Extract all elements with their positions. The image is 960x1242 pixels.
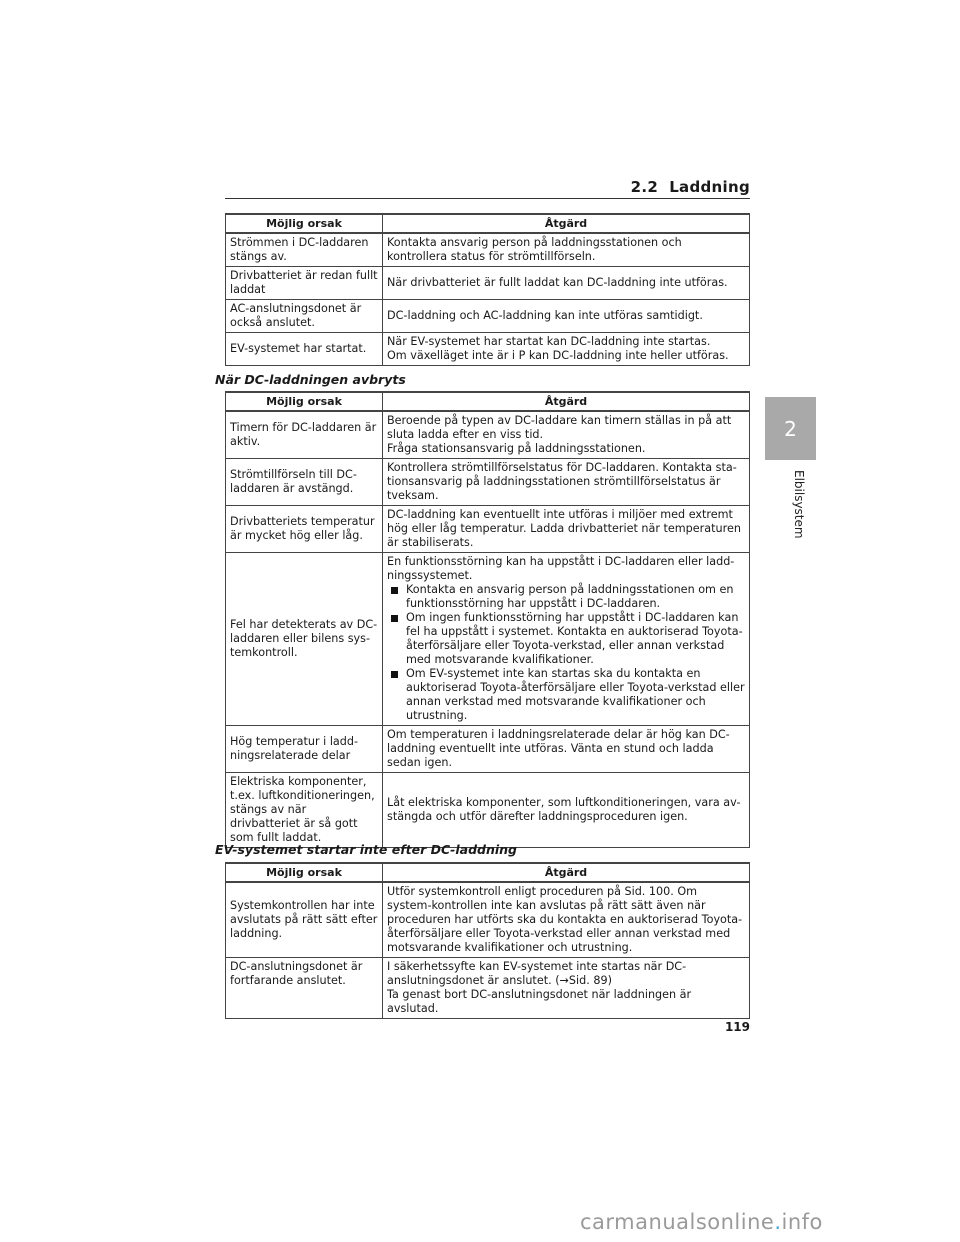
table-row <box>226 726 750 773</box>
action-cell <box>383 333 750 366</box>
table-header-row <box>226 863 750 882</box>
action-cell: Kontakta ansvarig person på laddningsstationen och kontrollera status för strömtillförseln. <box>383 233 750 267</box>
action-cell <box>383 411 750 459</box>
table-row <box>226 300 750 333</box>
cause-cell: EV-systemet har startat. <box>226 333 383 366</box>
section-heading-no-start: EV-systemet startar inte efter DC-laddning <box>215 842 518 857</box>
action-cell <box>383 553 750 726</box>
action-cell: När drivbatteriet är fullt laddat kan DC-laddning inte utföras. <box>383 267 750 300</box>
table-row <box>226 773 750 848</box>
column-header-cause: Möjlig orsak <box>226 214 383 233</box>
table-row <box>226 506 750 553</box>
bullet-item <box>387 667 745 723</box>
cause-cell: Timern för DC-laddaren är aktiv. <box>226 411 383 459</box>
table-row <box>226 459 750 506</box>
column-header-action: Åtgärd <box>383 214 750 233</box>
column-header-action: Åtgärd <box>383 392 750 411</box>
cause-cell: Strömmen i DC-laddaren stängs av. <box>226 233 383 267</box>
table-row <box>226 958 750 1019</box>
cause-cell: DC-anslutningsdonet är fortfarande anslutet. <box>226 958 383 1019</box>
bullet-item <box>387 611 745 667</box>
action-line: Ta genast bort DC-anslutningsdonet när laddningen är avslutad. <box>387 988 692 1015</box>
cause-cell: AC-anslutningsdonet är också anslutet. <box>226 300 383 333</box>
bullet-square-icon <box>391 615 398 622</box>
action-line: Om växelläget inte är i P kan DC-laddning inte heller utföras. <box>387 349 729 362</box>
action-line: När EV-systemet har startat kan DC-laddning inte startas. <box>387 335 711 348</box>
cause-cell: Hög temperatur i ladd-ningsrelaterade delar <box>226 726 383 773</box>
header-divider <box>225 198 750 199</box>
column-header-cause: Möjlig orsak <box>226 863 383 882</box>
bullet-item <box>387 583 745 611</box>
cause-cell: Fel har detekterats av DC-laddaren eller bilens sys-temkontroll. <box>226 553 383 726</box>
table-header-row <box>226 392 750 411</box>
bullet-square-icon <box>391 671 398 678</box>
action-cell: Låt elektriska komponenter, som luftkonditioneringen, vara av-stängda och utför därefter laddningsproceduren igen. <box>383 773 750 848</box>
cause-cell: Elektriska komponenter, t.ex. luftkonditioneringen, stängs av när drivbatteriet är så gott som fullt laddat. <box>226 773 383 848</box>
action-cell: Kontrollera strömtillförselstatus för DC-laddaren. Kontakta sta-tionsansvarig på laddningsstationen strömtillförselstatus är tveksam. <box>383 459 750 506</box>
table-row <box>226 553 750 726</box>
watermark-suffix: info <box>781 1210 823 1234</box>
column-header-action: Åtgärd <box>383 863 750 882</box>
action-cell: DC-laddning och AC-laddning kan inte utföras samtidigt. <box>383 300 750 333</box>
bullet-text: Om EV-systemet inte kan startas ska du kontakta en auktoriserad Toyota-återförsäljare eller Toyota-verkstad eller annan verkstad med motsvarande kvalifikationer och utrustning. <box>406 667 745 722</box>
cause-cell: Strömtillförseln till DC-laddaren är avstängd. <box>226 459 383 506</box>
chapter-number: 2 <box>784 416 797 441</box>
watermark <box>580 1210 823 1234</box>
cause-cell: Drivbatteriets temperatur är mycket hög eller låg. <box>226 506 383 553</box>
action-cell: Utför systemkontroll enligt proceduren på Sid. 100. Om system-kontrollen inte kan avslutas på rätt sätt även när proceduren har utförts ska du kontakta en auktoriserad Toyota-återförsäljare eller Toyota-verkstad eller annan verkstad med motsvarande kvalifikationer och utrustning. <box>383 882 750 958</box>
table-row <box>226 267 750 300</box>
bullet-text: Kontakta en ansvarig person på laddningsstationen om en funktionsstörning har uppstått i DC-laddaren. <box>406 583 734 610</box>
cause-cell: Drivbatteriet är redan fullt laddat <box>226 267 383 300</box>
action-cell <box>383 958 750 1019</box>
chapter-label: Elbilsystem <box>792 470 806 539</box>
bullet-square-icon <box>391 587 398 594</box>
watermark-dot: . <box>774 1210 782 1234</box>
section-number: 2.2 <box>630 178 659 196</box>
table-row <box>226 233 750 267</box>
watermark-text: carmanualsonline <box>580 1210 775 1234</box>
charging-start-table <box>225 213 750 366</box>
action-line: Beroende på typen av DC-laddare kan timern ställas in på att sluta ladda efter en viss tid. <box>387 414 732 441</box>
table-row <box>226 333 750 366</box>
bullet-text: Om ingen funktionsstörning har uppstått i DC-laddaren kan fel ha uppstått i systemet. Kontakta en auktoriserad Toyota-återförsäljare eller Toyota-verkstad, eller annan verkstad med motsvarande kvalifikationer. <box>406 611 743 666</box>
ev-no-start-table <box>225 862 750 1019</box>
section-title: Laddning <box>669 178 750 196</box>
section-heading-interrupted: När DC-laddningen avbryts <box>215 372 406 387</box>
table-row <box>226 411 750 459</box>
page-number: 119 <box>724 1020 750 1034</box>
chapter-tab <box>765 397 816 460</box>
action-cell: DC-laddning kan eventuellt inte utföras i miljöer med extremt hög eller låg temperatur. Ladda drivbatteriet när temperaturen är stabiliserats. <box>383 506 750 553</box>
table-header-row <box>226 214 750 233</box>
charging-interrupted-table <box>225 391 750 848</box>
action-cell: Om temperaturen i laddningsrelaterade delar är hög kan DC-laddning eventuellt inte utföras. Vänta en stund och ladda sedan igen. <box>383 726 750 773</box>
action-line: I säkerhetssyfte kan EV-systemet inte startas när DC-anslutningsdonet är anslutet. (→Sid. 89) <box>387 960 687 987</box>
action-intro: En funktionsstörning kan ha uppstått i DC-laddaren eller ladd-ningssystemet. <box>387 555 735 582</box>
section-header <box>631 178 750 196</box>
cause-cell: Systemkontrollen har inte avslutats på rätt sätt efter laddning. <box>226 882 383 958</box>
action-line: Fråga stationsansvarig på laddningsstationen. <box>387 442 646 455</box>
column-header-cause: Möjlig orsak <box>226 392 383 411</box>
table-row <box>226 882 750 958</box>
